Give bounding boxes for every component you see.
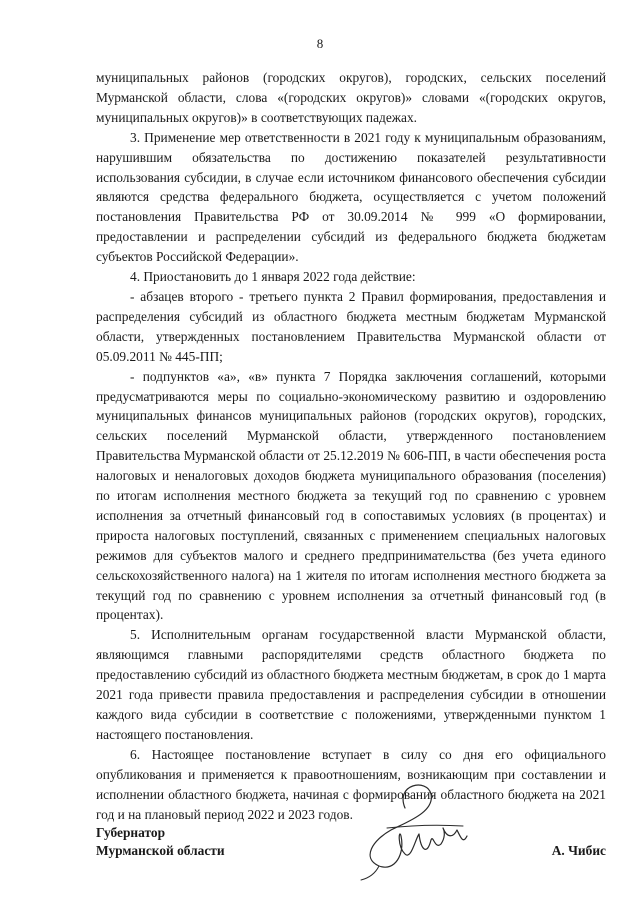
paragraph: 3. Применение мер ответственности в 2021 году к муниципальным образованиям, нарушившим обязательства по достижению показателей результативности использования субсидии, в случае если источником финансового обеспечения субсидии являются средства федерального бюджета, осуществляется с учетом положений постановления Правительства РФ от 30.09.2014 № 999 «О формировании, предоставлении и распределении субсидий из федерального бюджета бюджетам субъектов Российской Федерации». bbox=[96, 129, 606, 265]
paragraph: 6. Настоящее постановление вступает в силу со дня его официального опубликования и применяется к правоотношениям, возникающим при составлении и исполнении областного бюджета, начиная с формирования областного бюджета на 2021 год и на плановый период 2022 и 2023 годов. bbox=[96, 746, 606, 822]
signature-block bbox=[96, 824, 606, 884]
paragraph: 4. Приостановить до 1 января 2022 года действие: bbox=[130, 269, 416, 285]
signer-title bbox=[96, 824, 225, 860]
paragraph: - абзацев второго - третьего пункта 2 Правил формирования, предоставления и распределения субсидий из областного бюджета местным бюджетам Мурманской области, утвержденных постановлением Правительства Мурманской области от 05.09.2011 № 445-ПП; bbox=[96, 288, 606, 364]
signer-position: Губернатор bbox=[96, 825, 166, 840]
document-body bbox=[96, 68, 606, 824]
paragraph: 5. Исполнительным органам государственной власти Мурманской области, являющимся главными распорядителями средств областного бюджета по предоставлению субсидий из областного бюджета местным бюджетам, в срок до 1 марта 2021 года привести правила предоставления и распределения субсидии в отношении каждого вида субсидии в соответствие с положениями, утвержденными пунктом 1 настоящего постановления. bbox=[96, 627, 606, 742]
signer-name: А. Чибис bbox=[551, 843, 606, 858]
page-number: 8 bbox=[316, 36, 324, 51]
paragraph: муниципальных районов (городских округов), городских, сельских поселений Мурманской области, слова «(городских округов)» словами «(городских округов, муниципальных округов)» в соответствующих падежах. bbox=[96, 70, 606, 125]
signer-region: Мурманской области bbox=[96, 843, 225, 858]
paragraph: - подпунктов «а», «в» пункта 7 Порядка заключения соглашений, которыми предусматриваются меры по социально-экономическому развитию и оздоровлению муниципальных финансов муниципальных районов (городских округов), городских, сельских поселений Мурманской области, утвержденного постановлением Правительства Мурманской области от 25.12.2019 № 606-ПП, в части обеспечения роста налоговых и неналоговых доходов бюджета муниципального образования (поселения) по итогам исполнения местного бюджета за текущий год по сравнению с уровнем исполнения за отчетный финансовый год в сопоставимых условиях (в процентах) и прироста налоговых поступлений, связанных с применением специальных налоговых режимов для субъектов малого и среднего предпринимательства (без учета единого сельскохозяйственного налога) на 1 жителя по итогам исполнения местного бюджета за текущий год по сравнению с уровнем исполнения за отчетный финансовый год (в процентах). bbox=[96, 368, 606, 623]
